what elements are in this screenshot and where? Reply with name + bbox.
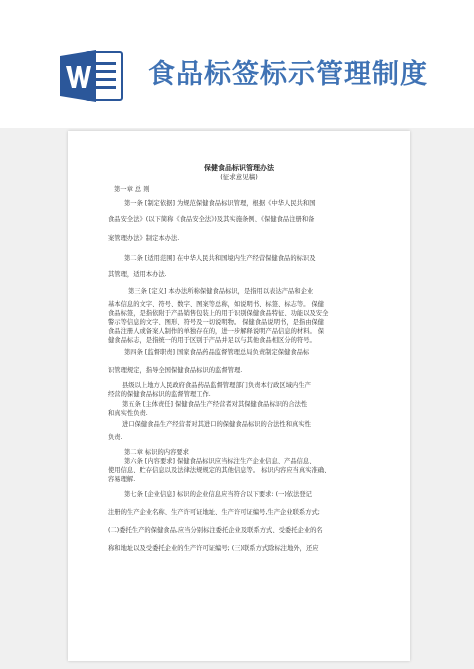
- chapter-heading: 第二章 标识的内容要求: [124, 449, 189, 456]
- body-line: 负责.: [108, 434, 123, 441]
- body-line: 第二条 [适用范围] 在中华人民共和国境内生产经营保健食品的标识及: [124, 255, 316, 262]
- body-line: 第六条 [内容要求] 保健食品标识应当标注生产企业信息、产品信息、: [124, 458, 316, 465]
- body-line: 第三条 [定义] 本办法所称保健食品标识，是指用以表达产品和企业: [128, 288, 314, 295]
- body-line: 第五条 [主体责任] 保健食品生产经营者对其保健食品标识的合法性: [122, 401, 308, 408]
- body-line: 进口保健食品生产经营者对其进口的保健食品标识的合法性和真实性: [122, 421, 311, 428]
- body-line: 县级以上地方人民政府食品药品监督管理部门负责本行政区域内生产: [122, 382, 311, 389]
- chapter-heading: 第一章 总 则: [114, 186, 150, 193]
- body-line: 注册的生产企业名称、生产许可证地址、生产许可证编号,生产企业联系方式;: [108, 509, 320, 516]
- body-line: 食品标签，是指依附于产品销售包装上的用于识别保健食品特征、功能以及安全: [108, 310, 329, 317]
- header-title: 食品标签标示管理制度: [148, 59, 428, 90]
- body-line: 第四条 [监督职责] 国家食品药品监督管理总局负责制定保健食品标: [124, 349, 310, 356]
- document-page: [68, 131, 410, 661]
- body-line: 识管理规定，指导全国保健食品标识的监督管理.: [108, 367, 243, 374]
- body-line: 案管理办法》制定本办法.: [108, 235, 180, 242]
- body-line: 警示等信息的文字、图形、符号及一切说明物。 保健食品说明书，是指由保健: [108, 319, 325, 326]
- page-header: [0, 0, 474, 128]
- body-line: 健食品标志，是指统一的用于区别于产品并足以与其他食品相区分的符号。: [108, 337, 316, 344]
- body-line: 和真实性负责.: [108, 410, 148, 417]
- body-line: (二)委托生产的保健食品,应当分别标注委托企业及联系方式、受委托企业的名: [108, 527, 323, 534]
- body-line: 称和地址以及受委托企业的生产许可证编号; (三)联系方式除标注地外，还应: [108, 545, 319, 552]
- body-line: 第七条 [企业信息] 标识的企业信息应当符合以下要求: (一)依法登记: [124, 491, 312, 498]
- body-line: 经营的保健食品标识的监督管理工作.: [108, 391, 211, 398]
- document-subtitle: (征求意见稿): [220, 173, 258, 181]
- body-line: 其管理，适用本办法.: [108, 271, 167, 278]
- document-title: 保健食品标识管理办法: [204, 164, 274, 172]
- body-line: 食品注册人或备案人制作的单独存在的，进一步解释说明产品信息的材料。 保: [108, 328, 325, 335]
- word-doc-icon: [60, 48, 126, 104]
- body-line: 使用信息、贮存信息以及法律法规规定的其他信息等。 标识内容应当真实准确、: [108, 467, 331, 474]
- body-line: 第一条 [制定依据] 为规范保健食品标识管理，根据《中华人民共和国: [124, 200, 316, 207]
- document-viewer: [0, 128, 474, 669]
- body-line: 容易理解.: [108, 476, 136, 483]
- body-line: 基本信息的文字、符号、数字、图案等总称，如说明书、标签、标志等。 保健: [108, 301, 325, 308]
- body-line: 食品安全法》(以下简称《食品安全法》)及其实施条例、《保健食品注册和备: [108, 216, 315, 223]
